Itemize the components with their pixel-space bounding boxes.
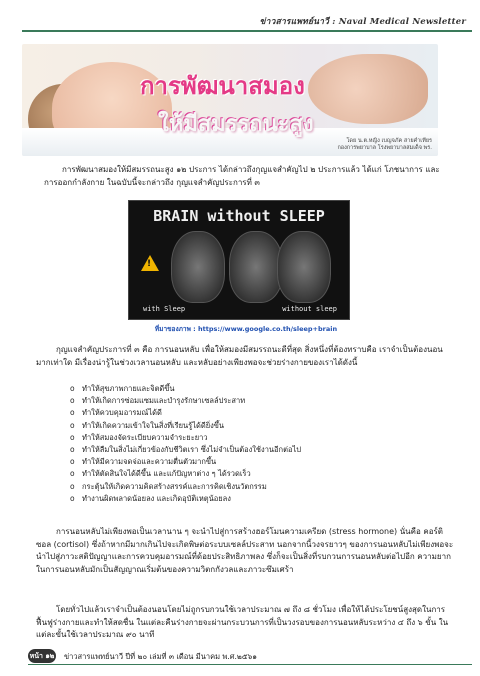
bullet-icon: o — [70, 493, 75, 503]
bullet-icon: o — [70, 420, 75, 430]
benefits-list — [70, 383, 450, 505]
list-item — [70, 432, 450, 444]
page-header — [22, 14, 472, 32]
list-item — [70, 493, 450, 505]
bullet-icon: o — [70, 481, 75, 491]
bullet-icon: o — [70, 384, 75, 393]
bullet-icon: o — [70, 432, 75, 442]
bullet-icon: o — [70, 469, 75, 479]
list-item — [70, 407, 450, 419]
brain-scan-without-sleep-2 — [277, 231, 331, 303]
bullet-icon: o — [70, 396, 75, 406]
article-title-line2: ให้มีสมรรถนะสูง — [158, 112, 314, 137]
list-item — [70, 468, 450, 480]
list-item-text: ทำให้มีความจดจ่อและความตื่นตัวมากขึ้น — [82, 457, 217, 467]
bullet-icon: o — [70, 408, 75, 418]
article-title-line1: การพัฒนาสมอง — [140, 72, 305, 100]
page-footer — [28, 649, 472, 665]
list-item-text: ทำงานผิดพลาดน้อยลง และเกิดอุบัติเหตุน้อยลง — [82, 493, 231, 503]
list-item-text: ทำให้เกิดการซ่อมแซมและบำรุงรักษาเซลล์ประสาท — [82, 396, 246, 406]
key-three-paragraph: กุญแจสำคัญประการที่ ๓ คือ การนอนหลับ เพื่อให้สมองมีสมรรถนะดีที่สุด สิ่งหนึ่งที่ต้องทราบคือ เราจำเป็นต้องนอนมากเท่าใด มีเรื่องน่ารู้ในช่วงเวลานอนหลับ และหลับอย่างเพียงพอจะช่วยร่างกายของเราได้ดังนี้ — [36, 345, 443, 367]
list-item-text: ทำให้ตัดสินใจได้ดีขึ้น และแก้ปัญหาต่าง ๆ ได้รวดเร็ว — [82, 469, 251, 479]
page-number-badge: หน้า ๑๒ — [28, 649, 56, 663]
list-item — [70, 456, 450, 468]
sleep-duration-paragraph: โดยทั่วไปแล้วเราจำเป็นต้องนอนโดยไม่ถูกรบกวนใช้เวลาประมาณ ๗ ถึง ๘ ชั่วโมง เพื่อให้ได้ประโยชน์สูงสุดในการฟื้นฟูร่างกายและทำให้สดชื่น ในแต่ละคืนร่างกายจะผ่านกระบวนการที่เป็นวงรอบของการนอนหลับระหว่าง ๔ ถึง ๖ ขั้น ในแต่ละขั้นใช้เวลาประมาณ ๙๐ นาที — [36, 605, 449, 640]
list-item-text: ทำให้สุขภาพกายและจิตดีขึ้น — [82, 384, 175, 393]
list-item-text: ทำให้เกิดความเข้าใจในสิ่งที่เรียนรู้ได้ดียิ่งขึ้น — [82, 420, 225, 430]
label-without-sleep: without sleep — [282, 305, 337, 313]
list-item — [70, 444, 450, 456]
bullet-icon: o — [70, 445, 75, 455]
article-banner — [22, 44, 438, 156]
sleeping-woman-image — [308, 54, 428, 124]
author-credit — [337, 138, 432, 152]
list-item-text: กระตุ้นให้เกิดความคิดสร้างสรรค์และการคิดเชิงนวัตกรรม — [82, 481, 267, 491]
bullet-icon: o — [70, 457, 75, 467]
list-item — [70, 420, 450, 432]
brain-sleep-figure — [128, 200, 350, 320]
warning-mark: ! — [147, 259, 152, 269]
list-item-text: ทำให้ลืมในสิ่งไม่เกี่ยวข้องกับชีวิตเรา ซึ่งไม่จำเป็นต้องใช้งานอีกต่อไป — [82, 445, 301, 455]
label-with-sleep: with Sleep — [143, 305, 186, 313]
brain-scan-with-sleep — [171, 231, 225, 303]
image-source: ที่มาของภาพ : https://www.google.co.th/sleep+brain — [154, 325, 338, 333]
brain-scan-without-sleep-1 — [229, 231, 283, 303]
footer-text: ข่าวสารแพทย์นาวี ปีที่ ๒๐ เล่มที่ ๓ เดือน มีนาคม พ.ศ.๒๕๖๑ — [64, 652, 258, 661]
list-item-text: ทำให้ควบคุมอารมณ์ได้ดี — [82, 408, 162, 418]
list-item — [70, 481, 450, 493]
stress-paragraph: การนอนหลับไม่เพียงพอเป็นเวลานาน ๆ จะนำไปสู่การสร้างฮอร์โมนความเครียด (stress hormone) นั่นคือ คอร์ติซอล (cortisol) ซึ่งถ้าหากมีมากเกินไปจะเกิดพิษต่อระบบเซลล์ประสาท นอกจากนี้วงจรยาวๆ ของการนอนหลับไม่เพียงพอจะนำไปสู่ภาวะสติปัญญาและการควบคุมอารมณ์ที่ด้อยประสิทธิภาพลง ซึ่งก็จะเป็นสิ่งที่รบกวนการนอนหลับต่อไปอีก ความยากในการนอนหลับมักเป็นสัญญาณเริ่มต้นของความวิตกกังวลและภาวะซึมเศร้า — [36, 527, 454, 574]
author-credit-line2: กองการพยาบาล โรงพยาบาลสมเด็จ พร. — [337, 144, 432, 151]
list-item — [70, 383, 450, 395]
list-item-text: ทำให้สมองจัดระเบียบความจำระยะยาว — [82, 432, 208, 442]
intro-paragraph: การพัฒนาสมองให้มีสมรรถนะสูง ๑๒ ประการ ได้กล่าวถึงกุญแจสำคัญไป ๒ ประการแล้ว ได้แก่ โภชนาการ และ การออกกำลังกาย ในฉบับนี้จะกล่าวถึง กุญแจสำคัญประการที่ ๓ — [44, 165, 440, 187]
figure-title: BRAIN without SLEEP — [153, 207, 325, 225]
author-credit-line1: โดย น.ต.หญิง เบญจภัค สายคำเทียร — [346, 138, 432, 144]
list-item — [70, 395, 450, 407]
newsletter-title: ข่าวสารแพทย์นาวี : Naval Medical Newsletter — [259, 17, 466, 27]
